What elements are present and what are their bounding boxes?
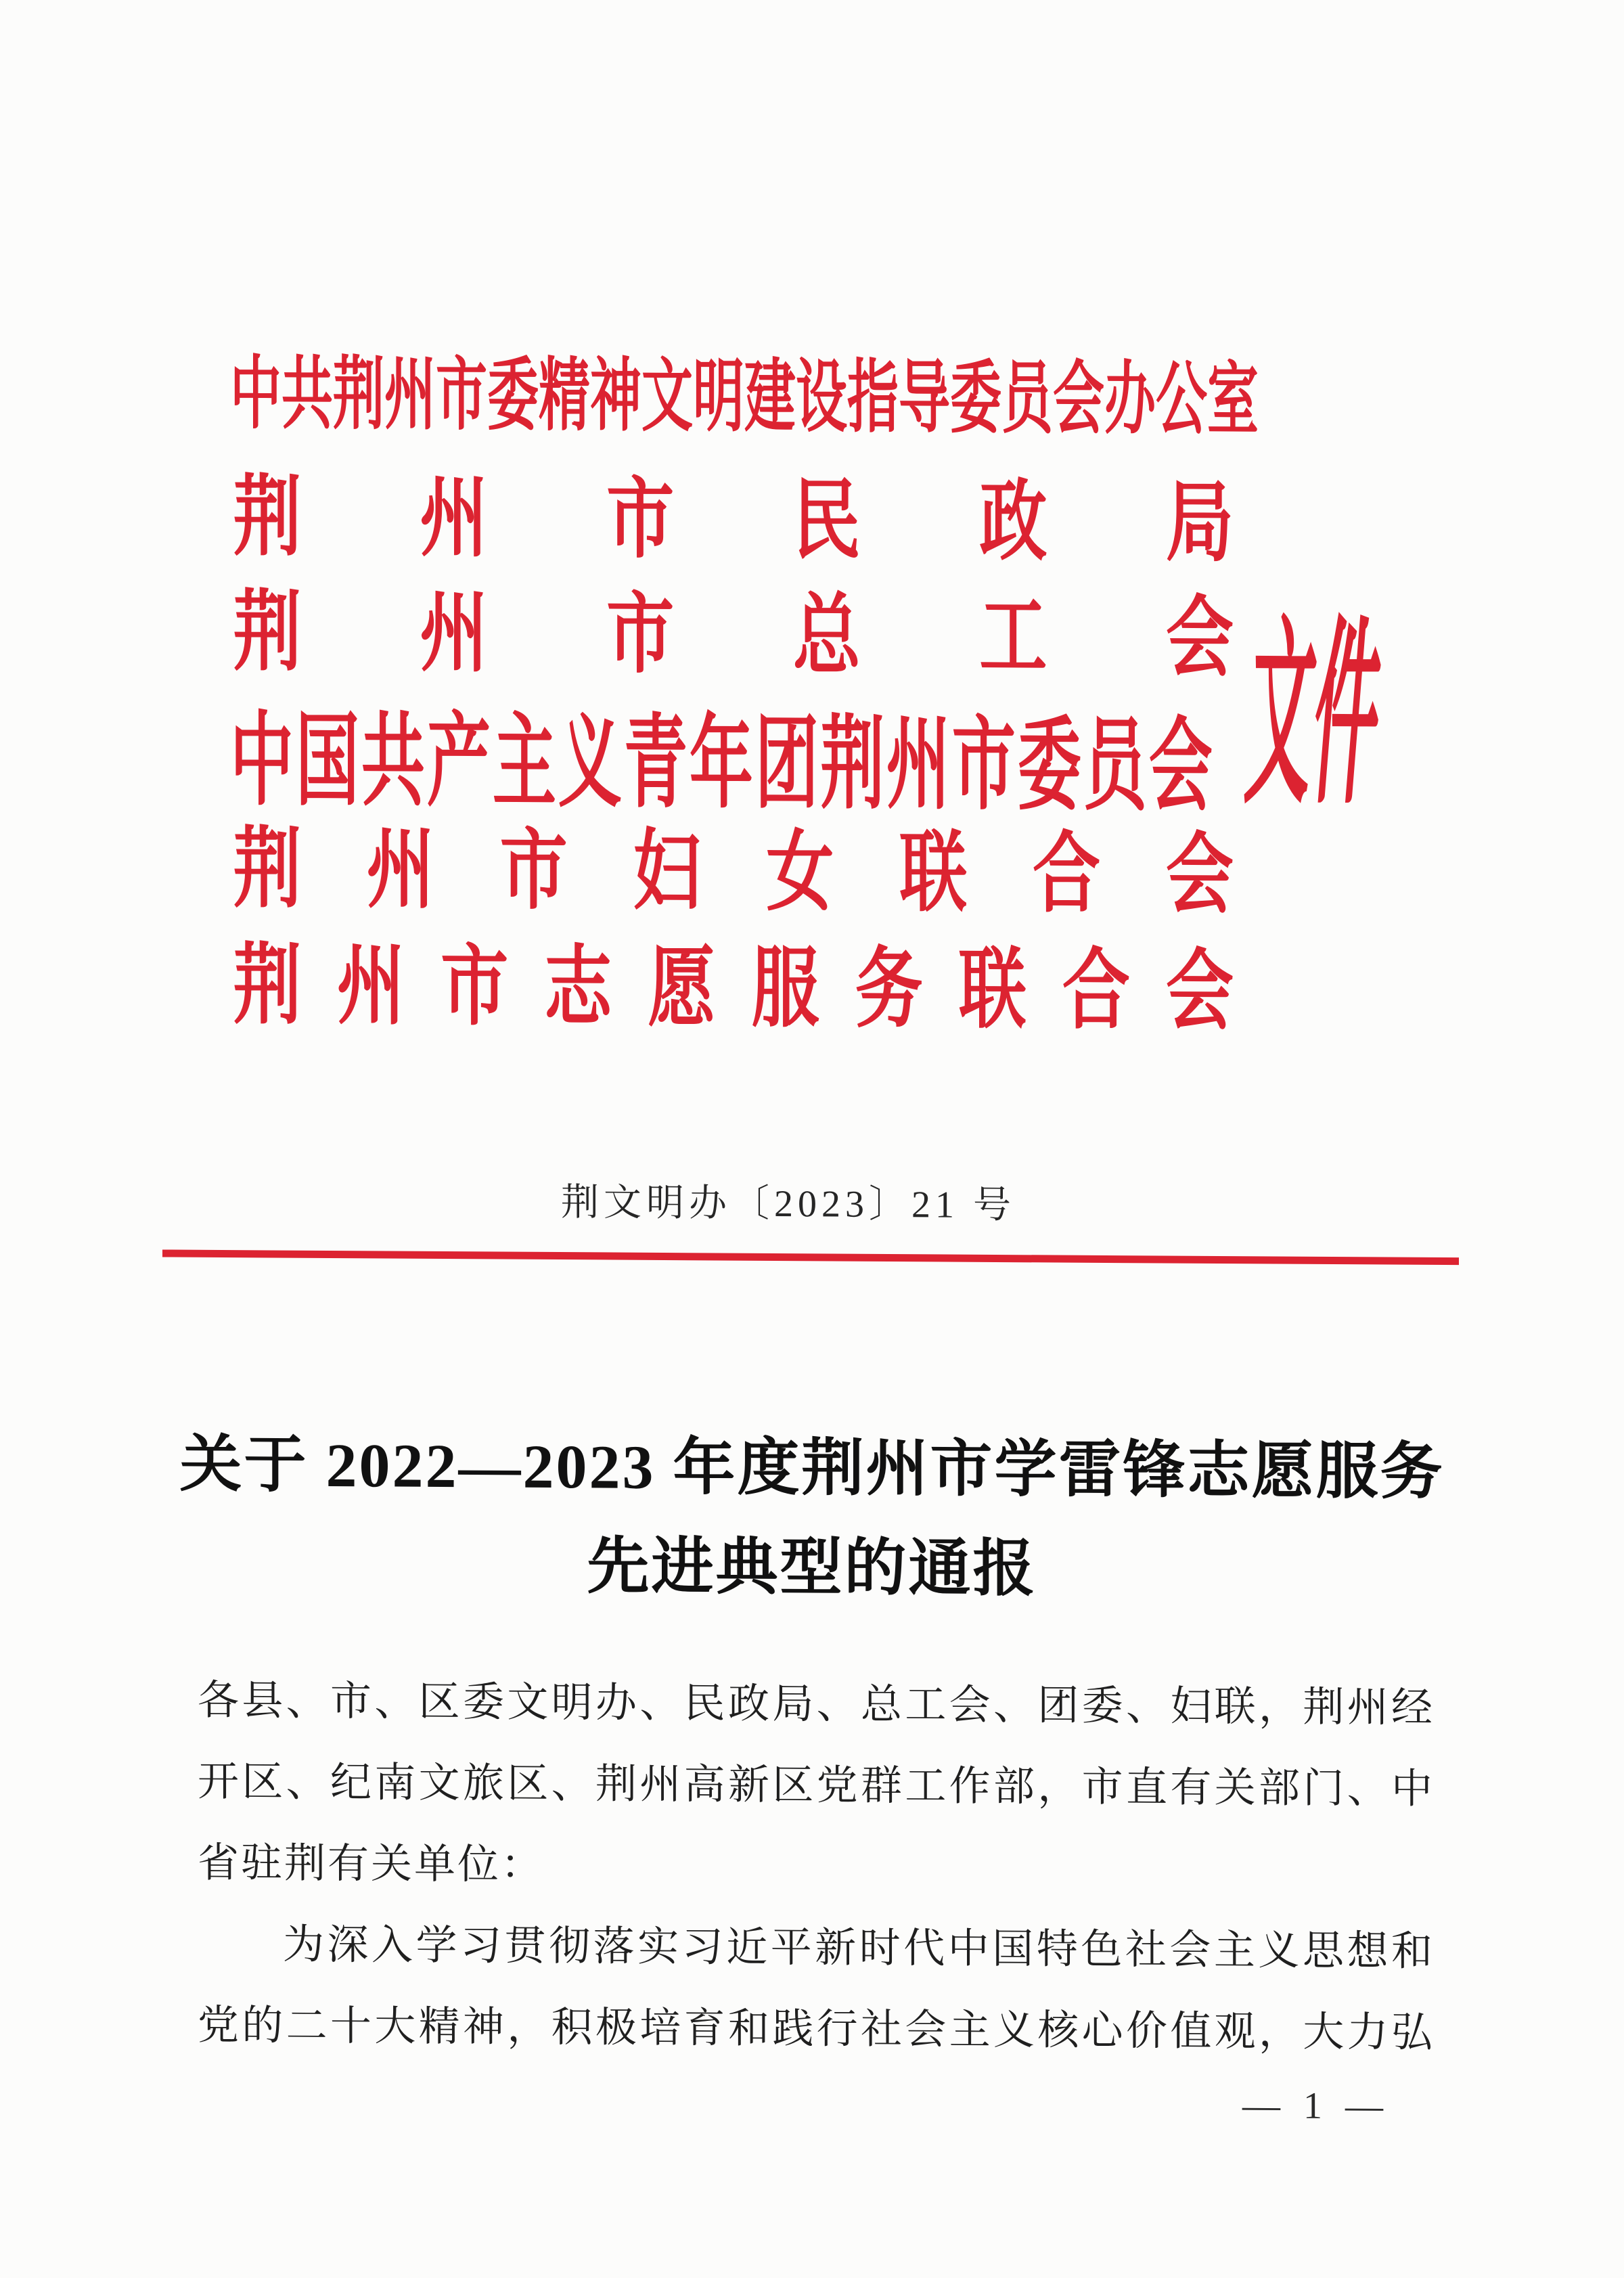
salutation-line: 省驻荆有关单位：: [198, 1840, 545, 1888]
salutation-line: 各县、市、区委文明办、民政局、总工会、团委、妇联，荆州经: [198, 1678, 1435, 1731]
issuer-line-2: 荆 州 市 民 政 局: [233, 468, 1234, 573]
red-rule-divider: [162, 1249, 1459, 1265]
paragraph-line: 为深入学习贯彻落实习近平新时代中国特色社会主义思想和: [283, 1922, 1435, 1975]
salutation-line: 开区、纪南文旅区、荆州高新区党群工作部，市直有关部门、中: [198, 1759, 1435, 1812]
doc-title-line-2: 先进典型的通报: [587, 1532, 1037, 1604]
paragraph-line: 党的二十大精神，积极培育和践行社会主义核心价值观，大力弘: [198, 2003, 1435, 2056]
page-number: — 1 —: [1242, 2084, 1390, 2128]
issuer-line-6: 荆 州 市 志 愿 服 务 联 合 会: [233, 937, 1234, 1041]
issuer-line-5: 荆 州 市 妇 女 联 合 会: [233, 820, 1234, 924]
doc-title-line-1: 关于 2022—2023 年度荆州市学雷锋志愿服务: [179, 1429, 1445, 1507]
issuer-line-1: 中 共 荆 州 市 委 精 神 文 明 建 设 指 导 委 员 会 办 公 室: [230, 350, 1259, 445]
body-text: [198, 1661, 1435, 2074]
doc-number: 荆文明办〔2023〕21 号: [561, 1182, 1016, 1227]
issuer-line-3: 荆 州 市 总 工 会: [233, 583, 1234, 688]
issuer-line-4: 中 国 共 产 主 义 青 年 团 荆 州 市 委 员 会: [230, 705, 1213, 824]
doc-type-label: 文件: [1244, 604, 1375, 828]
